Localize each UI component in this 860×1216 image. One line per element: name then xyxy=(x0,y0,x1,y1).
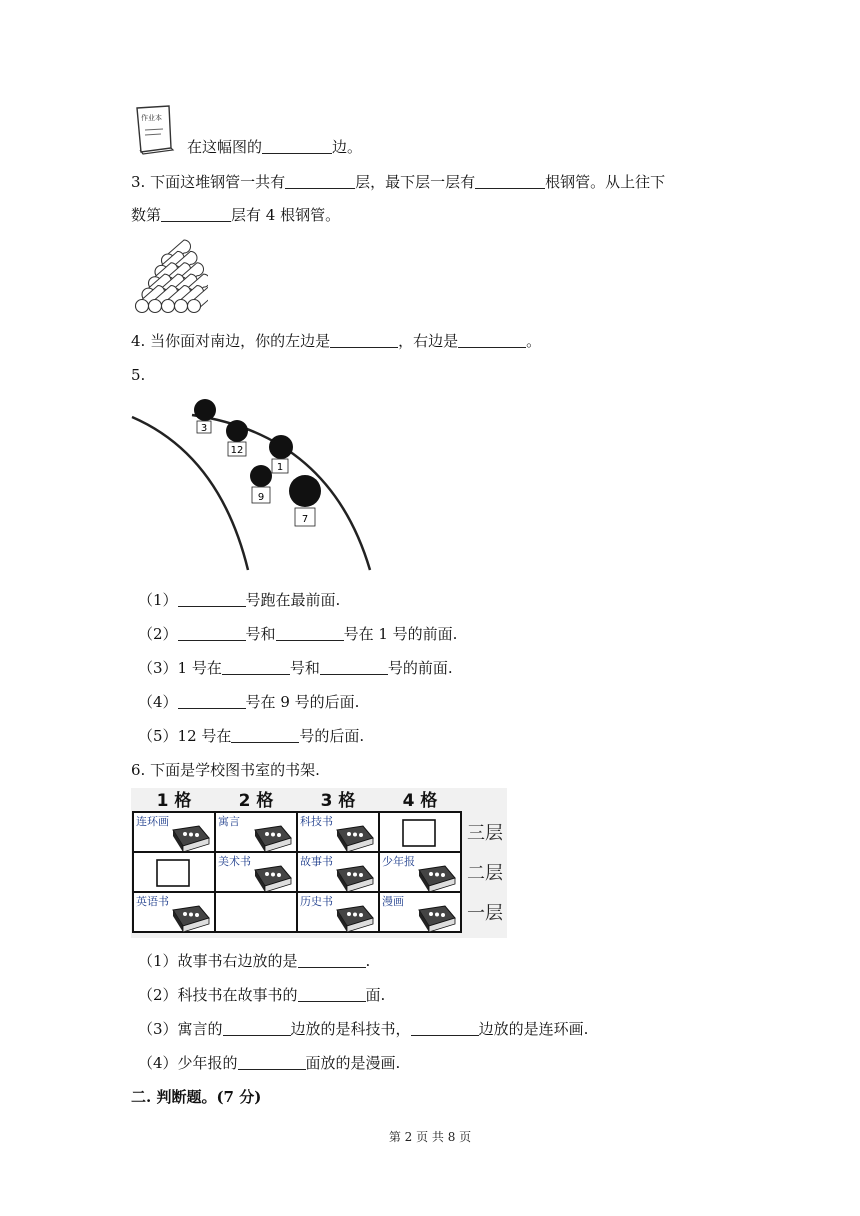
runner-number: 1 xyxy=(276,462,284,473)
q6-item-2 xyxy=(138,985,385,1005)
q4-line xyxy=(131,331,541,351)
runner-number: 3 xyxy=(200,423,208,434)
q6-text: （1）故事书右边放的是 xyxy=(138,952,298,970)
q5-text: 号和 xyxy=(245,625,276,643)
q3-text: 层有 4 根钢管。 xyxy=(231,206,341,224)
shelf-column-label: 3 格 xyxy=(320,791,356,811)
q6-item-1 xyxy=(138,951,370,971)
q4-text: 4. 当你面对南边，你的左边是 xyxy=(131,332,331,350)
empty-slot xyxy=(157,860,189,886)
answer-blank[interactable] xyxy=(222,658,290,675)
answer-blank[interactable] xyxy=(238,1053,306,1070)
shelf-cell xyxy=(133,852,215,892)
answer-blank[interactable] xyxy=(231,726,299,743)
answer-blank[interactable] xyxy=(178,692,246,709)
q5-text: 号在 1 号的前面. xyxy=(343,625,458,643)
q3-line1 xyxy=(131,172,665,192)
notebook-icon xyxy=(131,104,175,156)
q6-text: 边放的是连环画. xyxy=(478,1020,589,1038)
q2-text: 边。 xyxy=(332,138,363,156)
q6-title: 6. 下面是学校图书室的书架. xyxy=(131,761,320,779)
runner-number: 9 xyxy=(257,492,265,503)
shelf-row-label: 一层 xyxy=(467,903,503,924)
book-label: 连环画 xyxy=(136,815,169,828)
q5-text: （2） xyxy=(138,625,178,643)
q5-text: （1） xyxy=(138,591,178,609)
runner-1 xyxy=(269,435,293,473)
answer-blank[interactable] xyxy=(475,172,545,189)
q5-item-3 xyxy=(138,658,453,678)
q5-text: （5）12 号在 xyxy=(138,727,232,745)
runner-number: 12 xyxy=(230,445,244,456)
answer-blank[interactable] xyxy=(411,1019,479,1036)
q5-text: 号在 9 号的后面. xyxy=(245,693,360,711)
answer-blank[interactable] xyxy=(458,331,526,348)
q5-text: 号跑在最前面. xyxy=(245,591,341,609)
q6-text: 面. xyxy=(365,986,386,1004)
book-label: 历史书 xyxy=(300,895,333,908)
shelf-cell xyxy=(133,812,215,852)
book-label: 英语书 xyxy=(136,895,169,908)
q5-number: 5. xyxy=(131,366,146,384)
answer-blank[interactable] xyxy=(330,331,398,348)
shelf-row-label: 二层 xyxy=(467,863,503,884)
shelf-cell xyxy=(379,892,461,932)
q3-text: 根钢管。从上往下 xyxy=(545,173,666,191)
shelf-cell xyxy=(297,892,379,932)
q3-text: 3. 下面这堆钢管一共有 xyxy=(131,173,286,191)
shelf-cell xyxy=(215,852,297,892)
shelf-cell xyxy=(215,812,297,852)
q5-item-2 xyxy=(138,624,457,644)
shelf-cell xyxy=(379,812,461,852)
page-footer: 第 2 页 共 8 页 xyxy=(388,1130,472,1144)
shelf-cell xyxy=(215,892,297,932)
q5-text: （3）1 号在 xyxy=(138,659,222,677)
answer-blank[interactable] xyxy=(320,658,388,675)
q3-text: 层，最下层一层有 xyxy=(355,173,476,191)
empty-slot xyxy=(403,820,435,846)
q2-text: 在这幅图的 xyxy=(187,138,263,156)
bookshelf-figure xyxy=(131,788,509,938)
shelf-cell xyxy=(133,892,215,932)
q5-text: 号的前面. xyxy=(387,659,453,677)
section-title: 二. 判断题。(7 分) xyxy=(131,1088,262,1106)
runner-number: 7 xyxy=(301,514,309,525)
q6-text: （2）科技书在故事书的 xyxy=(138,986,298,1004)
answer-blank[interactable] xyxy=(276,624,344,641)
q5-text: （4） xyxy=(138,693,178,711)
answer-blank[interactable] xyxy=(178,590,246,607)
shelf-cell xyxy=(379,852,461,892)
answer-blank[interactable] xyxy=(298,985,366,1002)
answer-blank[interactable] xyxy=(178,624,246,641)
q3-line2 xyxy=(131,205,340,225)
shelf-cell xyxy=(297,812,379,852)
shelf-column-label: 4 格 xyxy=(402,791,438,811)
q5-item-4 xyxy=(138,692,359,712)
q5-text: 号和 xyxy=(289,659,320,677)
shelf-column-label: 1 格 xyxy=(156,791,192,811)
answer-blank[interactable] xyxy=(223,1019,291,1036)
answer-blank[interactable] xyxy=(285,172,355,189)
shelf-cell xyxy=(297,852,379,892)
notebook-label: 作业本 xyxy=(141,114,162,122)
q5-item-5 xyxy=(138,726,364,746)
q6-text: （3）寓言的 xyxy=(138,1020,223,1038)
shelf-row-label: 三层 xyxy=(467,823,503,844)
book-label: 少年报 xyxy=(382,855,415,868)
q6-text: （4）少年报的 xyxy=(138,1054,238,1072)
book-label: 科技书 xyxy=(300,815,333,828)
running-track-figure xyxy=(130,395,372,575)
answer-blank[interactable] xyxy=(161,205,231,222)
runner-9 xyxy=(250,465,272,503)
q6-item-3 xyxy=(138,1019,588,1039)
q3-text: 数第 xyxy=(131,206,162,224)
q4-text: ，右边是 xyxy=(398,332,459,350)
q4-text: 。 xyxy=(526,332,542,350)
steel-pipe-pile-figure xyxy=(132,236,208,316)
answer-blank[interactable] xyxy=(262,137,332,154)
book-label: 漫画 xyxy=(382,895,404,908)
q5-text: 号的后面. xyxy=(299,727,365,745)
q2-tail-line xyxy=(187,137,362,157)
q6-item-4 xyxy=(138,1053,400,1073)
answer-blank[interactable] xyxy=(298,951,366,968)
q5-item-1 xyxy=(138,590,340,610)
q6-text: 面放的是漫画. xyxy=(305,1054,401,1072)
shelf-column-label: 2 格 xyxy=(238,791,274,811)
book-label: 美术书 xyxy=(218,855,251,868)
book-label: 寓言 xyxy=(218,815,240,828)
runner-12 xyxy=(226,420,248,456)
q6-text: . xyxy=(365,952,371,970)
book-label: 故事书 xyxy=(300,855,333,868)
q6-text: 边放的是科技书， xyxy=(290,1020,411,1038)
runner-7 xyxy=(289,475,321,526)
runner-3 xyxy=(194,399,216,434)
